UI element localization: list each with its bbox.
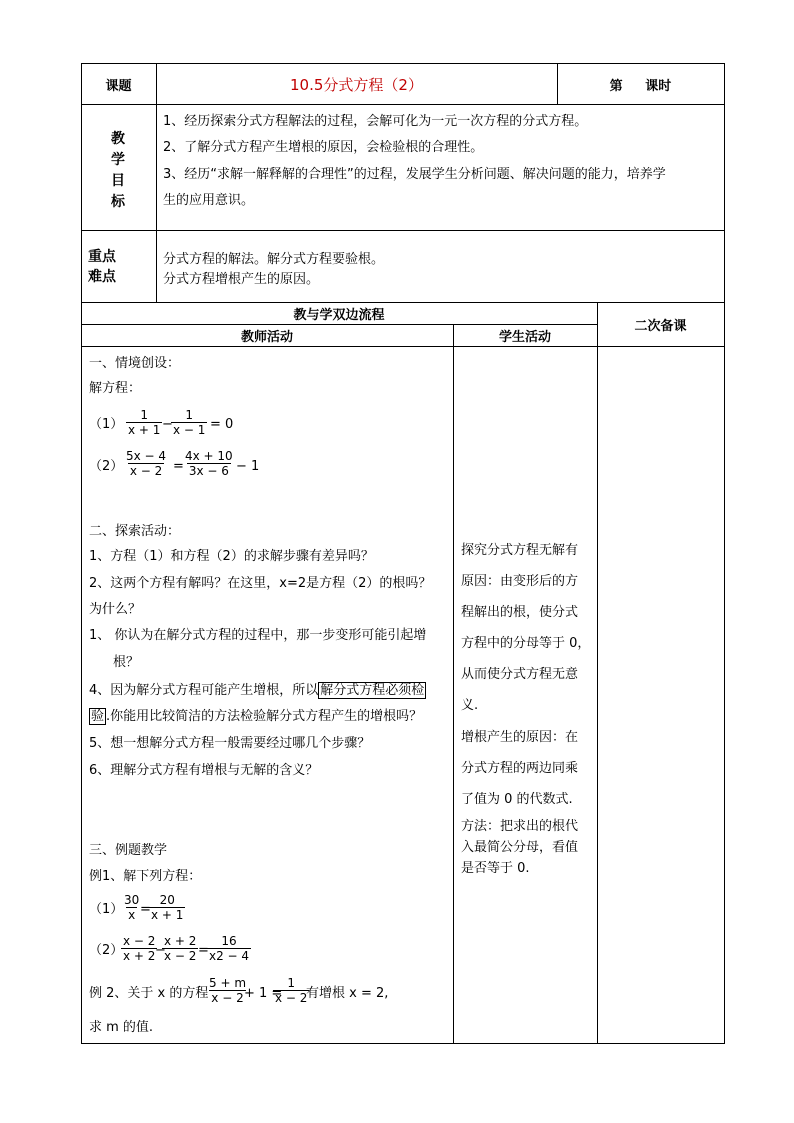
eq1-rhs: = 0	[210, 417, 234, 432]
student-line-9: 了值为 0 的代数式.	[461, 792, 573, 807]
teacher-header: 教师活动	[240, 329, 293, 345]
ex2-mid: + 1 =	[244, 986, 283, 1001]
eq1-frac-2: $\frac{1}{x - 1}$	[173, 408, 206, 437]
keypoints-line-1: 分式方程的解法。解分式方程要验根。	[163, 252, 385, 267]
question-4-cont	[89, 709, 422, 725]
table-border-right	[724, 63, 725, 1044]
question-1: 1、方程（1）和方程（2）的求解步骤有差异吗？	[89, 549, 374, 564]
prep-col-divider	[597, 302, 598, 1044]
question-4-text: 4、因为解分式方程可能产生增根，所以	[89, 683, 319, 698]
student-line-11: 入最简公分母，看值	[461, 840, 579, 855]
student-line-4: 方程中的分母等于 0，	[461, 636, 591, 651]
question-5: 5、想一想解分式方程一般需要经过哪几个步骤？	[89, 736, 371, 751]
question-4-text-cont: .你能用比较简洁的方法检验解分式方程产生的增根吗？	[106, 709, 423, 724]
question-6: 6、理解分式方程有增根与无解的含义？	[89, 763, 319, 778]
student-line-3: 程解出的根，使分式	[461, 605, 579, 620]
ex1-1-equals: =	[140, 902, 151, 917]
ex2-frac-1: $\frac{5 + m}{x - 2}$	[209, 976, 247, 1005]
student-line-10: 方法：把求出的根代	[461, 819, 579, 834]
student-line-8: 分式方程的两边同乘	[461, 761, 579, 776]
question-4	[89, 683, 426, 699]
eq1-label: （1）	[89, 417, 124, 432]
objective-3-cont: 生的应用意识。	[163, 193, 255, 208]
student-line-5: 从而使分式方程无意	[461, 667, 579, 682]
question-4-boxed-cont: 验	[91, 709, 105, 724]
student-line-6: 义.	[461, 698, 479, 713]
ex1-2-frac-2: $\frac{x + 2}{x - 2}$	[164, 934, 197, 963]
ex1-1-frac-1: $\frac{30}{x}$	[124, 893, 140, 922]
eq1-minus: −	[162, 417, 173, 432]
section-2-title: 二、探索活动：	[89, 524, 181, 539]
student-line-2: 原因：由变形后的方	[461, 574, 579, 589]
eq1-frac-1: $\frac{1}{x + 1}$	[128, 408, 161, 437]
eq2-frac-2: $\frac{4x + 10}{3x - 6}$	[185, 449, 233, 478]
course-title: 10.5分式方程（2）	[290, 75, 423, 94]
second-prep-header: 二次备课	[634, 318, 687, 334]
row-divider-2	[81, 230, 725, 231]
objective-1: 1、经历探索分式方程解法的过程，会解可化为一元一次方程的分式方程。	[163, 114, 588, 129]
flow-title: 教与学双边流程	[293, 307, 385, 323]
ex2-frac-2: $\frac{1}{x - 2}$	[275, 976, 308, 1005]
eq2-rhs: − 1	[236, 459, 260, 474]
ex1-2-frac-3: $\frac{16}{x2 - 4}$	[209, 934, 250, 963]
objectives-label-4: 标	[111, 194, 125, 210]
eq2-frac-1: $\frac{5x - 4}{x - 2}$	[126, 449, 167, 478]
course-label: 课题	[105, 78, 132, 94]
eq2-label: （2）	[89, 459, 124, 474]
student-line-12: 是否等于 0.	[461, 861, 530, 876]
student-col-divider	[453, 324, 454, 1044]
table-border-bottom	[81, 1043, 725, 1044]
table-border-left	[81, 63, 82, 1044]
question-2: 2、这两个方程有解吗？在这里，x=2是方程（2）的根吗？	[89, 576, 432, 591]
objectives-label-1: 教	[111, 131, 125, 147]
section-1-title: 一、情境创设：	[89, 356, 181, 371]
ex1-1-label: （1）	[89, 902, 124, 917]
student-line-7: 增根产生的原因：在	[461, 730, 579, 745]
example-1-title: 例1、解下列方程：	[89, 869, 202, 884]
ex1-2-label: （2）	[89, 943, 124, 958]
ex2-post: 有增根 x = 2,	[306, 986, 389, 1001]
objective-3: 3、经历“求解一解释解的合理性”的过程，发展学生分析问题、解决问题的能力，培养学	[163, 167, 666, 182]
question-3-cont: 根？	[113, 655, 140, 670]
keypoints-line-2: 分式方程增根产生的原因。	[163, 272, 320, 287]
ex2-line-2: 求 m 的值.	[89, 1020, 154, 1035]
lesson-label: 第 课时	[609, 78, 672, 94]
row-divider-5	[81, 346, 725, 347]
question-2-cont: 为什么？	[89, 602, 142, 617]
question-3: 1、 你认为在解分式方程的过程中，那一步变形可能引起增	[89, 628, 427, 643]
eq2-equals: =	[173, 459, 184, 474]
student-header: 学生活动	[498, 329, 551, 345]
objective-2: 2、了解分式方程产生增根的原因，会检验根的合理性。	[163, 140, 484, 155]
section-3-title: 三、例题教学	[89, 843, 168, 858]
ex1-2-equals: =	[198, 943, 209, 958]
student-line-1: 探究分式方程无解有	[461, 543, 579, 558]
objectives-label-3: 目	[111, 173, 125, 189]
keypoints-label-1: 重点	[88, 249, 116, 265]
question-4-boxed: 解分式方程必须检	[320, 683, 425, 698]
ex2-pre: 例 2、关于 x 的方程	[89, 986, 209, 1001]
section-1-intro: 解方程：	[89, 381, 142, 396]
ex1-2-minus: −	[155, 943, 166, 958]
keypoints-label-2: 难点	[88, 269, 116, 285]
ex1-1-frac-2: $\frac{20}{x + 1}$	[151, 893, 184, 922]
ex1-2-frac-1: $\frac{x - 2}{x + 2}$	[123, 934, 156, 963]
objectives-label-2: 学	[111, 152, 125, 168]
